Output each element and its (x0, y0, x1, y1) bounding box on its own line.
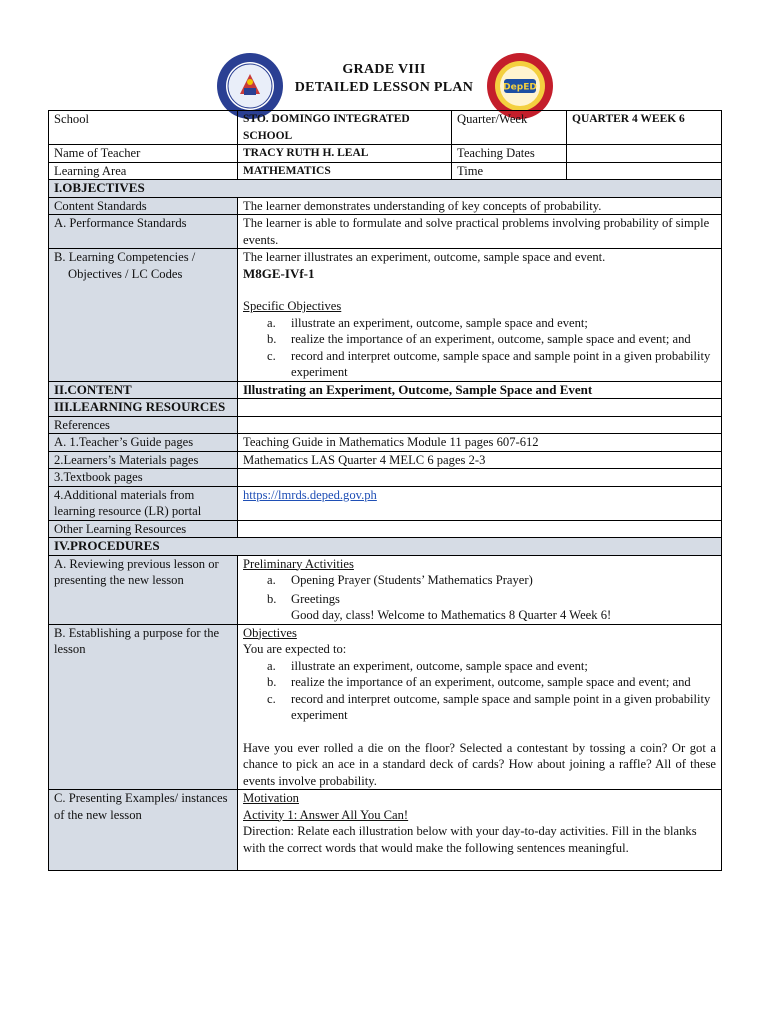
list-item: a. illustrate an experiment, outcome, sample space and event; (267, 658, 588, 673)
procedures-heading: IV.PROCEDURES (49, 538, 722, 556)
content-heading: II.CONTENT (49, 381, 238, 399)
teacher-label: Name of Teacher (49, 145, 238, 163)
list-item: c. record and interpret outcome, sample space and sample point in a given probability experiment (267, 348, 711, 379)
area-label: Learning Area (49, 162, 238, 180)
activity-title: Activity 1: Answer All You Can! (243, 807, 409, 822)
content-standards-label: Content Standards (49, 197, 238, 215)
content-title: Illustrating an Experiment, Outcome, Sample Space and Event (238, 381, 722, 399)
purpose-objectives-list (243, 658, 716, 724)
learners-materials-label: 2.Learners’s Materials pages (49, 451, 238, 469)
info-row-area (49, 162, 722, 180)
time-value (567, 162, 722, 180)
learners-materials-value: Mathematics LAS Quarter 4 MELC 6 pages 2-3 (238, 451, 722, 469)
list-item: a. Opening Prayer (Students’ Mathematics Prayer) (267, 573, 533, 587)
resources-heading: III.LEARNING RESOURCES (49, 399, 238, 417)
quarter-value: QUARTER 4 WEEK 6 (567, 111, 722, 145)
competencies-label-line1: B. Learning Competencies / (54, 250, 196, 264)
school-label: School (49, 111, 238, 145)
area-value: MATHEMATICS (238, 162, 452, 180)
additional-materials-label: 4.Additional materials from learning resource (LR) portal (49, 486, 238, 520)
lesson-plan-table (48, 110, 722, 871)
header-subtitle: DETAILED LESSON PLAN (294, 80, 474, 95)
other-resources-value (238, 520, 722, 538)
textbook-label: 3.Textbook pages (49, 469, 238, 487)
info-row-teacher (49, 145, 722, 163)
list-item: a. illustrate an experiment, outcome, sample space and event; (267, 315, 588, 330)
list-item: b. Greetings (267, 591, 340, 606)
list-item: b. realize the importance of an experiment, outcome, sample space and event; and (267, 332, 691, 346)
teachers-guide-value: Teaching Guide in Mathematics Module 11 pages 607-612 (238, 434, 722, 452)
preliminary-activities-list (243, 572, 716, 607)
competencies-label-line2: Objectives / LC Codes (68, 266, 183, 281)
specific-objectives-heading: Specific Objectives (243, 299, 342, 313)
time-label: Time (452, 162, 567, 180)
motivation-heading: Motivation (243, 791, 299, 805)
info-row-school (49, 111, 722, 145)
list-item: b. realize the importance of an experiment, outcome, sample space and event; and (267, 675, 691, 689)
competencies-value (238, 249, 722, 382)
list-item: c. record and interpret outcome, sample space and sample point in a given probability experiment (267, 691, 711, 722)
textbook-value (238, 469, 722, 487)
greeting-text: Good day, class! Welcome to Mathematics 8 Quarter 4 Week 6! (291, 608, 612, 622)
dates-value (567, 145, 722, 163)
objectives-subheading: Objectives (243, 625, 297, 640)
competencies-label (49, 249, 238, 382)
quarter-label: Quarter/Week (452, 111, 567, 145)
teacher-value: TRACY RUTH H. LEAL (238, 145, 452, 163)
procedure-a-label: A. Reviewing previous lesson or presenting the new lesson (49, 555, 238, 624)
performance-standards-value: The learner is able to formulate and solve practical problems involving probability of simple events. (238, 215, 722, 249)
svg-text:DepED: DepED (503, 82, 537, 93)
lr-portal-link[interactable]: https://lmrds.deped.gov.ph (243, 487, 377, 502)
objectives-intro: You are expected to: (243, 642, 347, 656)
other-resources-label: Other Learning Resources (49, 520, 238, 538)
performance-standards-label: A. Performance Standards (49, 215, 238, 249)
preliminary-activities-heading: Preliminary Activities (243, 556, 354, 571)
procedure-c-label: C. Presenting Examples/ instances of the new lesson (49, 790, 238, 871)
competency-code: M8GE-IVf-1 (243, 265, 315, 281)
school-value: STO. DOMINGO INTEGRATED SCHOOL (238, 111, 452, 145)
activity-direction: Direction: Relate each illustration below with your day-to-day activities. Fill in the blanks with the correct words that would make the following sentences meaningful. (243, 824, 697, 855)
specific-objectives-list (243, 315, 716, 381)
competencies-statement: The learner illustrates an experiment, outcome, sample space and event. (243, 250, 606, 264)
dates-label: Teaching Dates (452, 145, 567, 163)
probability-paragraph: Have you ever rolled a die on the floor? Selected a contestant by tossing a coin? Or got a chance to pick an ace in a standard deck of cards? How about joining a raffle? All of these events involve probability. (243, 740, 716, 788)
objectives-heading: I.OBJECTIVES (49, 180, 722, 198)
references-label: References (49, 416, 238, 434)
content-standards-value: The learner demonstrates understanding of key concepts of probability. (238, 197, 722, 215)
procedure-b-label: B. Establishing a purpose for the lesson (49, 624, 238, 790)
header-title: GRADE VIII (342, 62, 426, 77)
teachers-guide-label: A. 1.Teacher’s Guide pages (49, 434, 238, 452)
